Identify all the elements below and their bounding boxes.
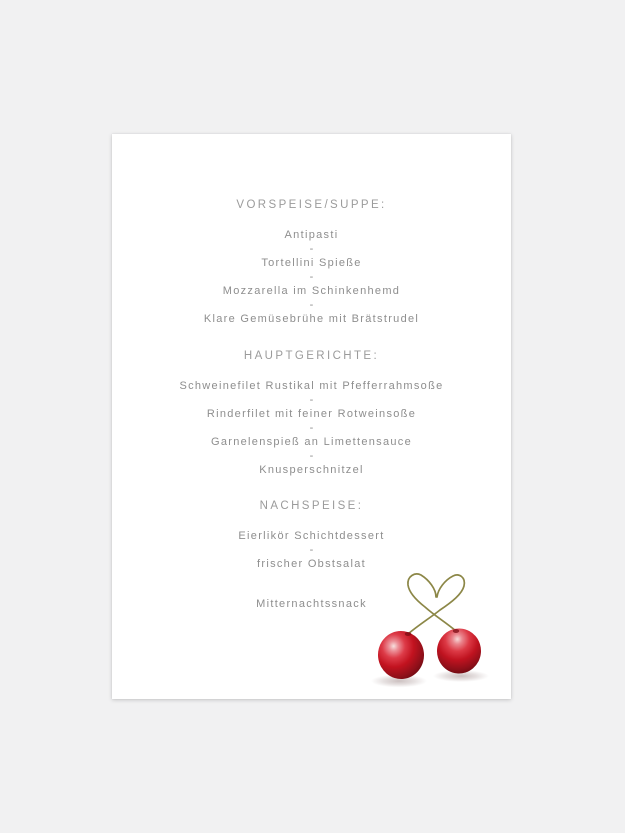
heart-stems [408,574,464,634]
stem-dimple-left [405,632,411,636]
section-title: VORSPEISE/SUPPE: [236,199,387,211]
menu-section-nachspeise [112,499,511,571]
menu-item: Tortellini Spieße [261,257,362,269]
menu-item: Schweinefilet Rustikal mit Pfefferrahmsoße [179,380,444,392]
menu-text [112,198,511,611]
menu-card [112,134,511,699]
section-title: NACHSPEISE: [259,500,364,512]
item-separator: - [309,394,314,406]
cherry-left [376,629,427,682]
cherry-right [435,627,483,676]
item-separator: - [309,271,314,283]
item-separator: - [309,544,314,556]
menu-section-vorspeise [112,198,511,326]
stem-dimple-right [453,629,459,633]
menu-section-hauptgerichte [112,349,511,477]
menu-item: Rinderfilet mit feiner Rotweinsoße [206,408,417,420]
section-title: HAUPTGERICHTE: [243,350,380,362]
menu-item: Garnelenspieß an Limettensauce [210,436,413,448]
item-separator: - [309,299,314,311]
menu-item-midnight-snack: Mitternachtssnack [256,598,367,610]
menu-item: Mozzarella im Schinkenhemd [222,285,401,297]
menu-item: frischer Obstsalat [257,558,366,570]
cherries-heart-image [368,562,503,697]
item-separator: - [309,243,314,255]
menu-item: Klare Gemüsebrühe mit Brätstrudel [203,313,420,325]
item-separator: - [309,450,314,462]
menu-item: Eierlikör Schichtdessert [238,530,385,542]
menu-item: Antipasti [284,229,339,241]
item-separator: - [309,422,314,434]
menu-item: Knusperschnitzel [259,464,364,476]
